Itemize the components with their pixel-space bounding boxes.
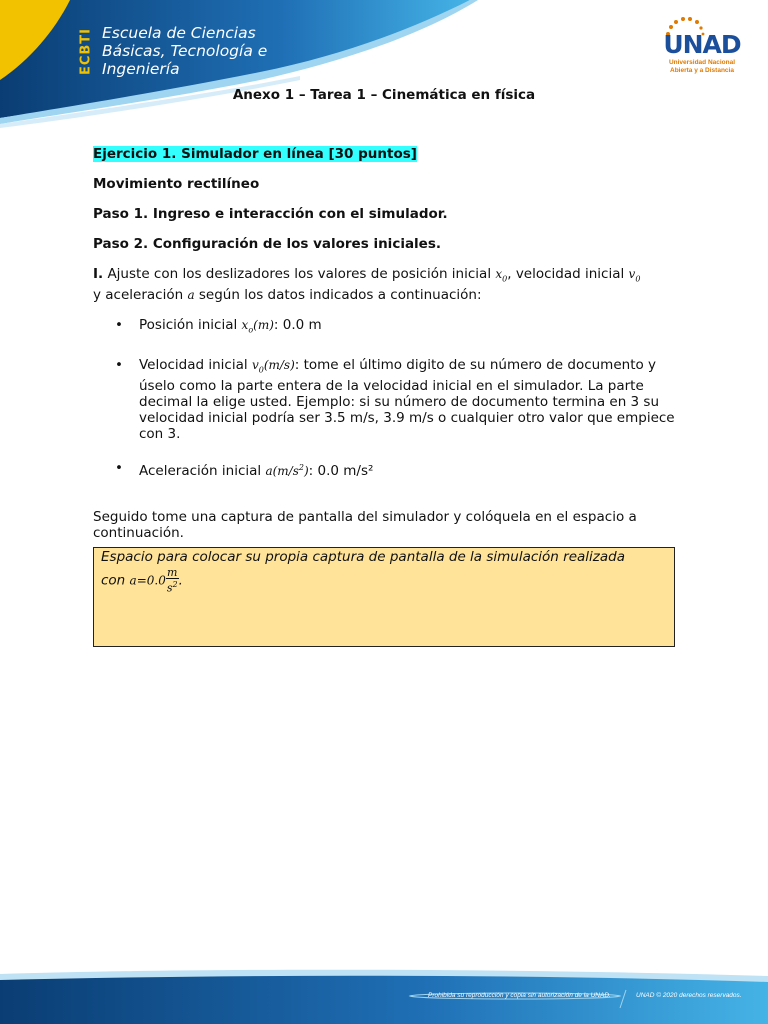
value-list (93, 317, 675, 479)
instruction-text: según los datos indicados a continuación: (194, 287, 482, 304)
math-a-equals: a (129, 573, 137, 588)
bullet-icon: • (115, 317, 123, 334)
instruction-text: Ajuste con los deslizadores los valores de posición inicial (103, 266, 496, 282)
school-line: Ingeniería (102, 60, 180, 78)
footer-rights: UNAD © 2020 derechos reservados. (636, 992, 742, 999)
footer-copyright-notice: Prohibida su reproducción y copia sin autorización de la UNAD. (428, 992, 611, 999)
item-label: Aceleración inicial (139, 463, 266, 480)
roman-numeral: I. (93, 266, 104, 282)
page-footer (0, 962, 768, 1024)
instruction-paragraph (93, 266, 675, 303)
item-value: : 0.0 m/s² (308, 463, 374, 480)
document-body (93, 146, 675, 541)
math-v0: $v_0$ (628, 267, 641, 284)
placeholder-con: con (101, 572, 130, 589)
instruction-text: , velocidad inicial (507, 266, 629, 282)
bullet-icon: • (115, 460, 123, 477)
exercise-heading: Ejercicio 1. Simulador en línea [30 puntos] (93, 146, 417, 162)
math-equals-value: =0.0 (136, 573, 166, 588)
ecbti-badge (76, 26, 94, 80)
placeholder-line-2 (101, 567, 667, 594)
math-x0: $x_0$ (495, 267, 508, 284)
placeholder-text (94, 548, 674, 595)
followup-paragraph: Seguido tome una captura de pantalla del simulador y colóquela en el espacio a continuación. (93, 509, 637, 542)
placeholder-line-1: Espacio para colocar su propia captura de pantalla de la simulación realizada (101, 549, 625, 565)
math-a-ms2: $a(m/s^2)$ (265, 463, 309, 479)
document-title: Anexo 1 – Tarea 1 – Cinemática en física (232, 87, 536, 103)
school-name (102, 24, 267, 78)
math-fraction-m-s2: $\frac{m}{s^2}$ (166, 566, 178, 595)
screenshot-placeholder-box[interactable] (93, 547, 675, 647)
paso-1 (93, 206, 675, 222)
paso-1-label: Paso 1 (93, 206, 144, 222)
item-label: Posición inicial (139, 317, 242, 334)
school-line: Escuela de Ciencias (102, 24, 256, 42)
placeholder-period: . (178, 572, 183, 589)
bullet-icon: • (115, 356, 123, 373)
page-header (0, 0, 768, 130)
item-label: Velocidad inicial (139, 356, 252, 373)
list-item (93, 460, 675, 479)
instruction-text: y aceleración (93, 287, 188, 304)
math-xo-m: $x_o(m)$ (241, 318, 274, 335)
paso-2: Paso 2. Configuración de los valores iniciales. (93, 236, 442, 252)
logo-wordmark: UNAD (663, 30, 741, 59)
unad-logo (660, 16, 744, 82)
school-line: Básicas, Tecnología e (102, 42, 268, 60)
logo-subtitle-2: Abierta y a Distancia (670, 67, 734, 74)
section-subtitle: Movimiento rectilíneo (93, 176, 260, 192)
math-a: a (187, 288, 195, 303)
item-value: : tome el último digito de su número de documento y úselo como la parte entera de la velocidad inicial en el simulador. La parte decimal la elige usted. Ejemplo: si su número de documento termina en 3 su velocidad inicial podría ser 3.5 m/s, 3.9 m/s o cualquier otro valor que empiece con 3. (139, 356, 675, 443)
list-item (93, 317, 675, 338)
logo-subtitle-1: Universidad Nacional (668, 59, 736, 66)
paso-1-text: . Ingreso e interacción con el simulador. (143, 206, 448, 222)
list-item (93, 357, 675, 442)
ecbti-label: ECBTI (78, 27, 94, 76)
math-v0-ms: $v_0(m/s)$ (251, 357, 295, 375)
item-value: : 0.0 m (273, 317, 322, 334)
